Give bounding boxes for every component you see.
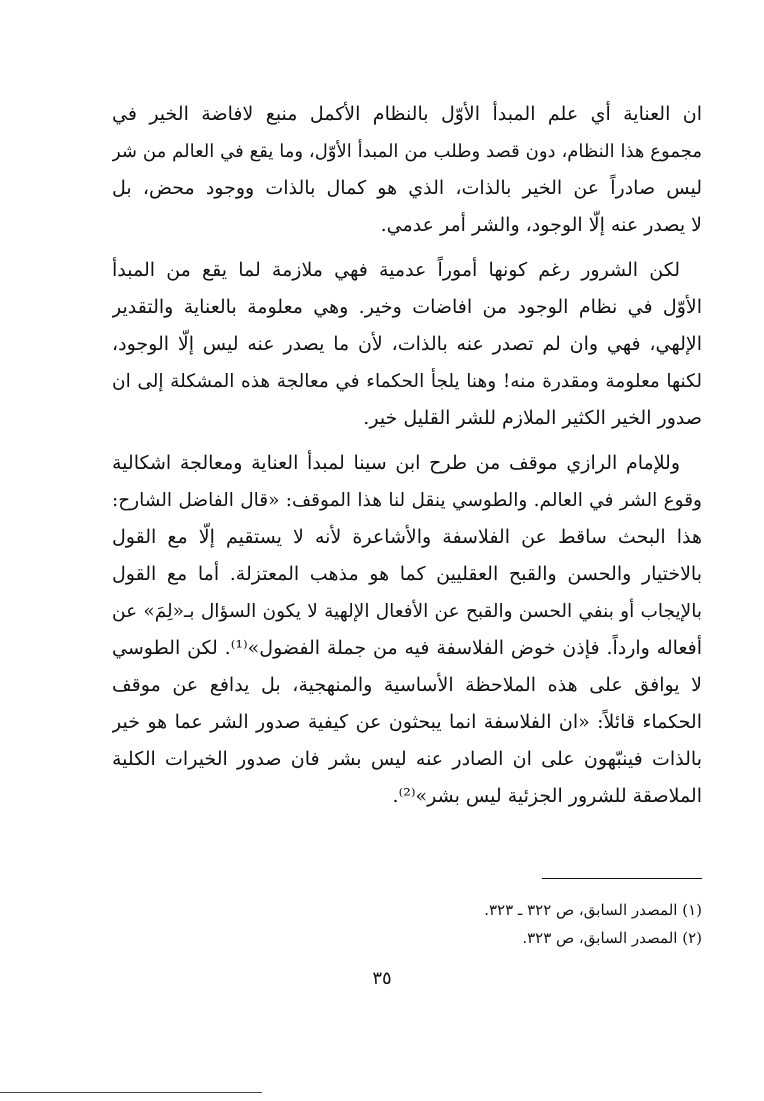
text-line: أفعاله وارداً. فإذن خوض الفلاسفة فيه من جملة الفضول»⁽¹⁾. لكن الطوسي [112,637,702,659]
bottom-rule [0,1092,262,1093]
main-text [112,96,702,815]
text-line: بالإيجاب أو بنفي الحسن والقبح عن الأفعال الإلهية لا يكون السؤال بـ«لِمَ» عن [112,601,702,622]
text-line: وقوع الشر في العالم. والطوسي ينقل لنا هذا الموقف: «قال الفاضل الشارح: [112,490,702,511]
text-line: بالاختيار والحسن والقبح العقليين كما هو مذهب المعتزلة. أما مع القول [112,563,702,585]
text-line: لا يصدر عنه إلّا الوجود، والشر أمر عدمي. [380,214,702,236]
text-line: لكنها معلومة ومقدرة منه! وهنا يلجأ الحكماء في معالجة هذه المشكلة إلى ان [112,371,702,392]
paragraph-2 [112,252,702,437]
paragraph-1 [112,96,702,244]
text-line: بالذات فينبّهون على ان الصادر عنه ليس بشر فان صدور الخيرات الكلية [112,748,702,770]
text-line: وللإمام الرازي موقف من طرح ابن سينا لمبدأ العناية ومعالجة اشكالية [112,452,680,474]
footnote-1: (١) المصدر السابق، ص ٣٢٢ ـ ٣٢٣. [484,901,702,919]
page-number: ٣٥ [372,968,392,989]
text-line: الملاصقة للشرور الجزئية ليس بشر»⁽²⁾. [392,785,702,807]
text-line: ان العناية أي علم المبدأ الأوّل بالنظام الأكمل منبع لافاضة الخير في [112,103,702,125]
text-line: الإلهي، فهي وان لم تصدر عنه بالذات، لأن ما يصدر عنه ليس إلّا الوجود، [112,333,702,355]
text-line: الحكماء قائلاً: «ان الفلاسفة انما يبحثون عن كيفية صدور الشر عما هو خير [112,711,702,733]
text-line: هذا البحث ساقط عن الفلاسفة والأشاعرة لأنه لا يستقيم إلّا مع القول [112,526,702,548]
text-line: صدور الخير الكثير الملازم للشر القليل خير. [363,407,702,429]
paragraph-3 [112,445,702,815]
text-line: لكن الشرور رغم كونها أموراً عدمية فهي ملازمة لما يقع من المبدأ [112,259,680,281]
text-line: ليس صادراً عن الخير بالذات، الذي هو كمال بالذات ووجود محض، بل [112,177,702,199]
text-line: مجموع هذا النظام، دون قصد وطلب من المبدأ الأوّل، وما يقع في العالم من شر [112,141,702,162]
footnote-separator [542,878,702,879]
footnotes [300,896,702,952]
text-line: الأوّل في نظام الوجود من افاضات وخير. وهي معلومة بالعناية والتقدير [112,296,702,318]
text-line: لا يوافق على هذه الملاحظة الأساسية والمنهجية، بل يدافع عن موقف [112,674,702,696]
footnote-2: (٢) المصدر السابق، ص ٣٢٣. [522,929,702,947]
